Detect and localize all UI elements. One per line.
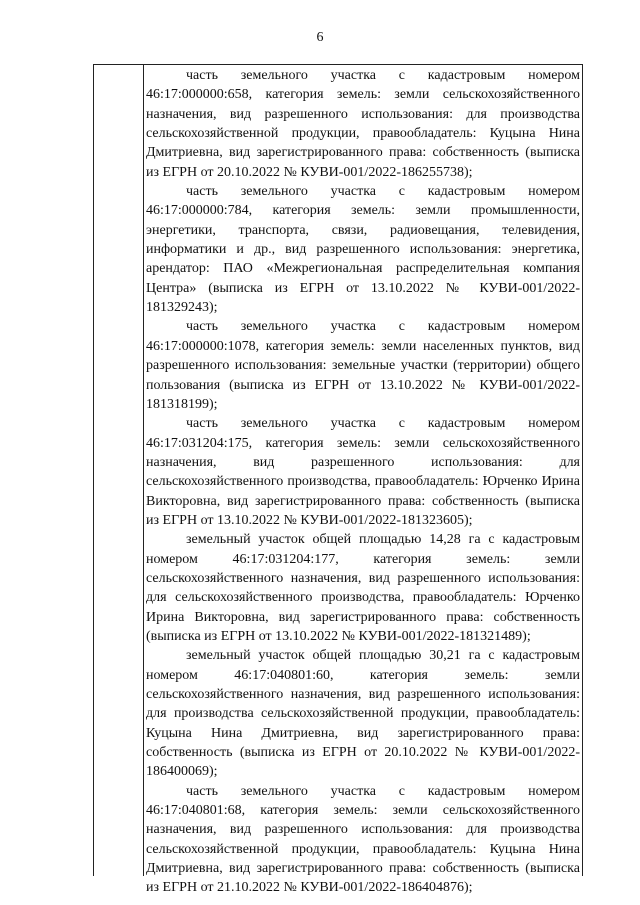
document-table	[93, 64, 583, 896]
table-content-cell	[146, 66, 580, 898]
page-number: 6	[316, 30, 324, 45]
land-plot-entry: земельный участок общей площадью 30,21 га с кадастровым номером 46:17:040801:60, категория земель: земли сельскохозяйственного назначения, вид разрешенного использования: для производства сельскохозяйственной продукции, правообладатель: Куцына Нина Дмитриевна, вид зарегистрированного права: собственность (выписка из ЕГРН от 20.10.2022 № КУВИ-001/2022-186400069);	[146, 648, 580, 780]
land-plot-entry: часть земельного участка с кадастровым номером 46:17:000000:658, категория земель: земли сельскохозяйственного назначения, вид разрешенного использования: для производства сельскохозяйственной продукции, правообладатель: Куцына Нина Дмитриевна, вид зарегистрированного права: собственность (выписка из ЕГРН от 20.10.2022 № КУВИ-001/2022-186255738);	[146, 68, 580, 180]
land-plot-entry: часть земельного участка с кадастровым номером 46:17:000000:1078, категория земель: земли населенных пунктов, вид разрешенного использования: земельные участки (территории) общего пользования (выписка из ЕГРН от 13.10.2022 № КУВИ-001/2022-181318199);	[146, 319, 580, 412]
column-divider	[143, 65, 144, 876]
land-plot-entry: земельный участок общей площадью 14,28 га с кадастровым номером 46:17:031204:177, категория земель: земли сельскохозяйственного назначения, вид разрешенного использования: для сельскохозяйственного производства, правообладатель: Юрченко Ирина Викторовна, вид зарегистрированного права: собственность (выписка из ЕГРН от 13.10.2022 № КУВИ-001/2022-181321489);	[146, 532, 580, 644]
land-plot-entry: часть земельного участка с кадастровым номером 46:17:031204:175, категория земель: земли сельскохозяйственного назначения, вид разрешенного использования: для сельскохозяйственного производства, правообладатель: Юрченко Ирина Викторовна, вид зарегистрированного права: собственность (выписка из ЕГРН от 13.10.2022 № КУВИ-001/2022-181323605);	[146, 416, 580, 528]
land-plot-entry: часть земельного участка с кадастровым номером 46:17:000000:784, категория земель: земли промышленности, энергетики, транспорта, связи, радиовещания, телевидения, информатики и др., вид разрешенного использования: энергетика, арендатор: ПАО «Межрегиональная распределительная компания Центра» (выписка из ЕГРН от 13.10.2022 № КУВИ-001/2022-181329243);	[146, 184, 580, 316]
land-plot-entry: часть земельного участка с кадастровым номером 46:17:040801:68, категория земель: земли сельскохозяйственного назначения, вид разрешенного использования: для производства сельскохозяйственной продукции, правообладатель: Куцына Нина Дмитриевна, вид зарегистрированного права: собственность (выписка из ЕГРН от 21.10.2022 № КУВИ-001/2022-186404876);	[146, 783, 580, 896]
